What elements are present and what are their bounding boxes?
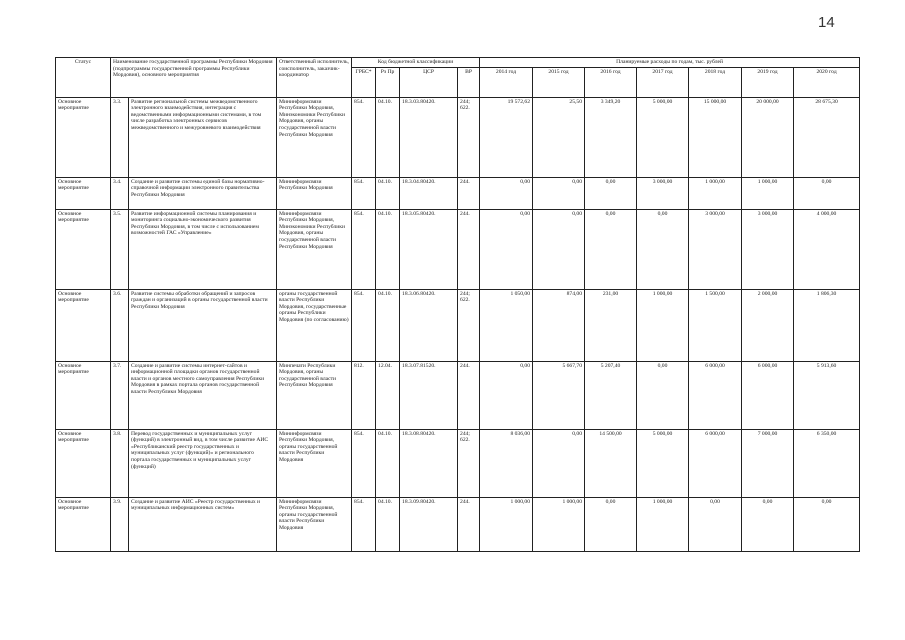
row-value: 0,00 (794, 497, 860, 551)
header-rz-pr: Рз Пр (376, 67, 400, 97)
header-year: 2014 год (480, 67, 533, 97)
row-value: 0,00 (480, 209, 533, 289)
row-value: 0,00 (533, 429, 585, 497)
row-grbs: 854. (352, 289, 376, 361)
row-value: 5 913,60 (794, 361, 860, 429)
row-rz-pr: 04.10. (376, 209, 400, 289)
row-responsible: Мининформсвязи Республики Мордовия, органы государственной власти Республики Мордовия (277, 429, 352, 497)
row-value: 0,00 (533, 209, 585, 289)
row-responsible: Минпечати Республики Мордовия, органы государственной власти Республики Мордовия (277, 361, 352, 429)
row-value: 1 000,00 (480, 497, 533, 551)
row-value: 25,50 (533, 97, 585, 177)
row-grbs: 854. (352, 497, 376, 551)
row-number: 3.8. (111, 429, 129, 497)
header-budget-codes: Код бюджетной классификации (352, 58, 480, 68)
row-value: 1 000,00 (689, 177, 742, 209)
row-value: 5 000,00 (637, 429, 689, 497)
row-status: Основное мероприятие (56, 209, 111, 289)
row-value: 6 000,00 (742, 361, 794, 429)
row-rz-pr: 04.10. (376, 497, 400, 551)
row-value: 3 349,20 (585, 97, 637, 177)
row-grbs: 812. (352, 361, 376, 429)
row-csr: 18.3.07.81520. (400, 361, 458, 429)
row-status: Основное мероприятие (56, 429, 111, 497)
row-grbs: 854. (352, 429, 376, 497)
row-name: Развитие информационной системы планирования и мониторинга социально-экономического развития Республики Мордовия, в том числе с использованием возможностей ГАС «Управление» (129, 209, 277, 289)
row-name: Создание и развитие АИС «Реестр государственных и муниципальных информационных систем» (129, 497, 277, 551)
row-grbs: 854. (352, 177, 376, 209)
row-rz-pr: 04.10. (376, 97, 400, 177)
row-value: 1 500,00 (689, 289, 742, 361)
row-value: 0,00 (585, 177, 637, 209)
row-vr: 244; 622. (458, 429, 480, 497)
row-value: 1 000,00 (742, 177, 794, 209)
row-value: 0,00 (480, 361, 533, 429)
row-value: 6 000,00 (689, 429, 742, 497)
row-value: 5 207,40 (585, 361, 637, 429)
row-value: 1 000,00 (637, 497, 689, 551)
row-value: 28 675,30 (794, 97, 860, 177)
header-year: 2015 год (533, 67, 585, 97)
row-value: 1 000,00 (637, 289, 689, 361)
row-value: 0,00 (585, 497, 637, 551)
row-vr: 244. (458, 497, 480, 551)
header-csr: ЦСР (400, 67, 458, 97)
row-responsible: Мининформсвязи Республики Мордовия (277, 177, 352, 209)
table-row (56, 497, 860, 551)
row-rz-pr: 04.10. (376, 429, 400, 497)
row-value: 0,00 (689, 497, 742, 551)
row-name: Создание и развитие системы единой базы нормативно-справочной информации электронного правительства Республики Мордовия (129, 177, 277, 209)
row-status: Основное мероприятие (56, 289, 111, 361)
row-value: 15 000,00 (689, 97, 742, 177)
header-year: 2020 год (794, 67, 860, 97)
row-rz-pr: 04.10. (376, 289, 400, 361)
row-value: 5 667,70 (533, 361, 585, 429)
row-responsible: Мининформсвязи Республики Мордовия, органы государственной власти Республики Мордовия (277, 497, 352, 551)
row-value: 0,00 (585, 209, 637, 289)
table-row (56, 289, 860, 361)
row-value: 231,00 (585, 289, 637, 361)
table-row (56, 97, 860, 177)
row-value: 874,00 (533, 289, 585, 361)
row-csr: 18.3.03.80420. (400, 97, 458, 177)
row-vr: 244. (458, 209, 480, 289)
row-value: 1 000,00 (533, 497, 585, 551)
row-number: 3.3. (111, 97, 129, 177)
table-row (56, 429, 860, 497)
budget-table (55, 57, 860, 552)
row-value: 8 036,00 (480, 429, 533, 497)
row-vr: 244. (458, 361, 480, 429)
row-value: 6 350,00 (794, 429, 860, 497)
row-vr: 244; 622. (458, 289, 480, 361)
row-value: 3 000,00 (689, 209, 742, 289)
row-value: 19 572,62 (480, 97, 533, 177)
row-value: 4 000,00 (794, 209, 860, 289)
row-number: 3.7. (111, 361, 129, 429)
row-value: 3 000,00 (742, 209, 794, 289)
row-status: Основное мероприятие (56, 497, 111, 551)
row-value: 3 000,00 (637, 177, 689, 209)
header-year: 2018 год (689, 67, 742, 97)
header-year: 2019 год (742, 67, 794, 97)
row-rz-pr: 04.10. (376, 177, 400, 209)
header-vr: ВР (458, 67, 480, 97)
row-value: 0,00 (480, 177, 533, 209)
row-value: 0,00 (637, 361, 689, 429)
row-grbs: 854. (352, 209, 376, 289)
row-value: 14 500,00 (585, 429, 637, 497)
header-expenses: Планируемые расходы по годам, тыс. рублей (480, 58, 860, 68)
row-status: Основное мероприятие (56, 361, 111, 429)
row-csr: 18.3.06.80420. (400, 289, 458, 361)
row-responsible: органы государственной власти Республики Мордовия, государственные органы Республики Мордовия (по согласованию) (277, 289, 352, 361)
row-value: 0,00 (533, 177, 585, 209)
row-name: Создание и развитие системы интернет-сайтов и информационной площадки органов государственной власти и органов местного самоуправления Республики Мордовия в рамках портала органов государственной власти Республики Мордовия (129, 361, 277, 429)
table-row (56, 209, 860, 289)
header-year: 2016 год (585, 67, 637, 97)
row-value: 20 000,00 (742, 97, 794, 177)
row-csr: 18.3.08.80420. (400, 429, 458, 497)
row-value: 1 050,00 (480, 289, 533, 361)
row-vr: 244. (458, 177, 480, 209)
row-number: 3.5. (111, 209, 129, 289)
row-name: Развитие системы обработки обращений и запросов граждан и организаций в органы государственной власти Республики Мордовия (129, 289, 277, 361)
row-rz-pr: 12.04. (376, 361, 400, 429)
header-grbs: ГРБС* (352, 67, 376, 97)
row-name: Перевод государственных и муниципальных услуг (функций) в электронный вид, в том числе развитие АИС «Республиканский реестр государственных и муниципальных услуг (функций)» и регионального портала государственных и муниципальных услуг (функций) (129, 429, 277, 497)
row-vr: 244; 622. (458, 97, 480, 177)
row-value: 6 000,00 (689, 361, 742, 429)
row-status: Основное мероприятие (56, 97, 111, 177)
row-value: 5 000,00 (637, 97, 689, 177)
row-number: 3.4. (111, 177, 129, 209)
table-row (56, 177, 860, 209)
header-year: 2017 год (637, 67, 689, 97)
row-grbs: 854. (352, 97, 376, 177)
row-number: 3.6. (111, 289, 129, 361)
row-responsible: Мининформсвязи Республики Мордовия, Минэкономики Республики Мордовия, органы государственной власти Республики Мордовия (277, 209, 352, 289)
row-value: 7 000,00 (742, 429, 794, 497)
row-number: 3.9. (111, 497, 129, 551)
row-value: 2 000,00 (742, 289, 794, 361)
row-value: 0,00 (742, 497, 794, 551)
row-status: Основное мероприятие (56, 177, 111, 209)
header-program-name: Наименование государственной программы Республики Мордовия (подпрограммы государственной программы Республики Мордовия), основного мероприятия (111, 58, 277, 98)
row-csr: 18.3.04.80420. (400, 177, 458, 209)
header-status: Статус (56, 58, 111, 98)
row-name: Развитие региональной системы межведомственного электронного взаимодействия, интеграция с ведомственными информационными системами, в том числе разработка электронных сервисов межведомственного и межуровневого взаимодействия (129, 97, 277, 177)
row-value: 0,00 (794, 177, 860, 209)
row-csr: 18.3.09.80420. (400, 497, 458, 551)
row-value: 0,00 (637, 209, 689, 289)
row-value: 1 806,30 (794, 289, 860, 361)
row-csr: 18.3.05.80420. (400, 209, 458, 289)
table-row (56, 361, 860, 429)
row-responsible: Мининформсвязи Республики Мордовия, Минэкономики Республики Мордовия, органы государственной власти Республики Мордовия (277, 97, 352, 177)
page-number: 14 (818, 14, 835, 31)
header-responsible: Ответственный исполнитель, соисполнитель, заказчик-координатор (277, 58, 352, 98)
